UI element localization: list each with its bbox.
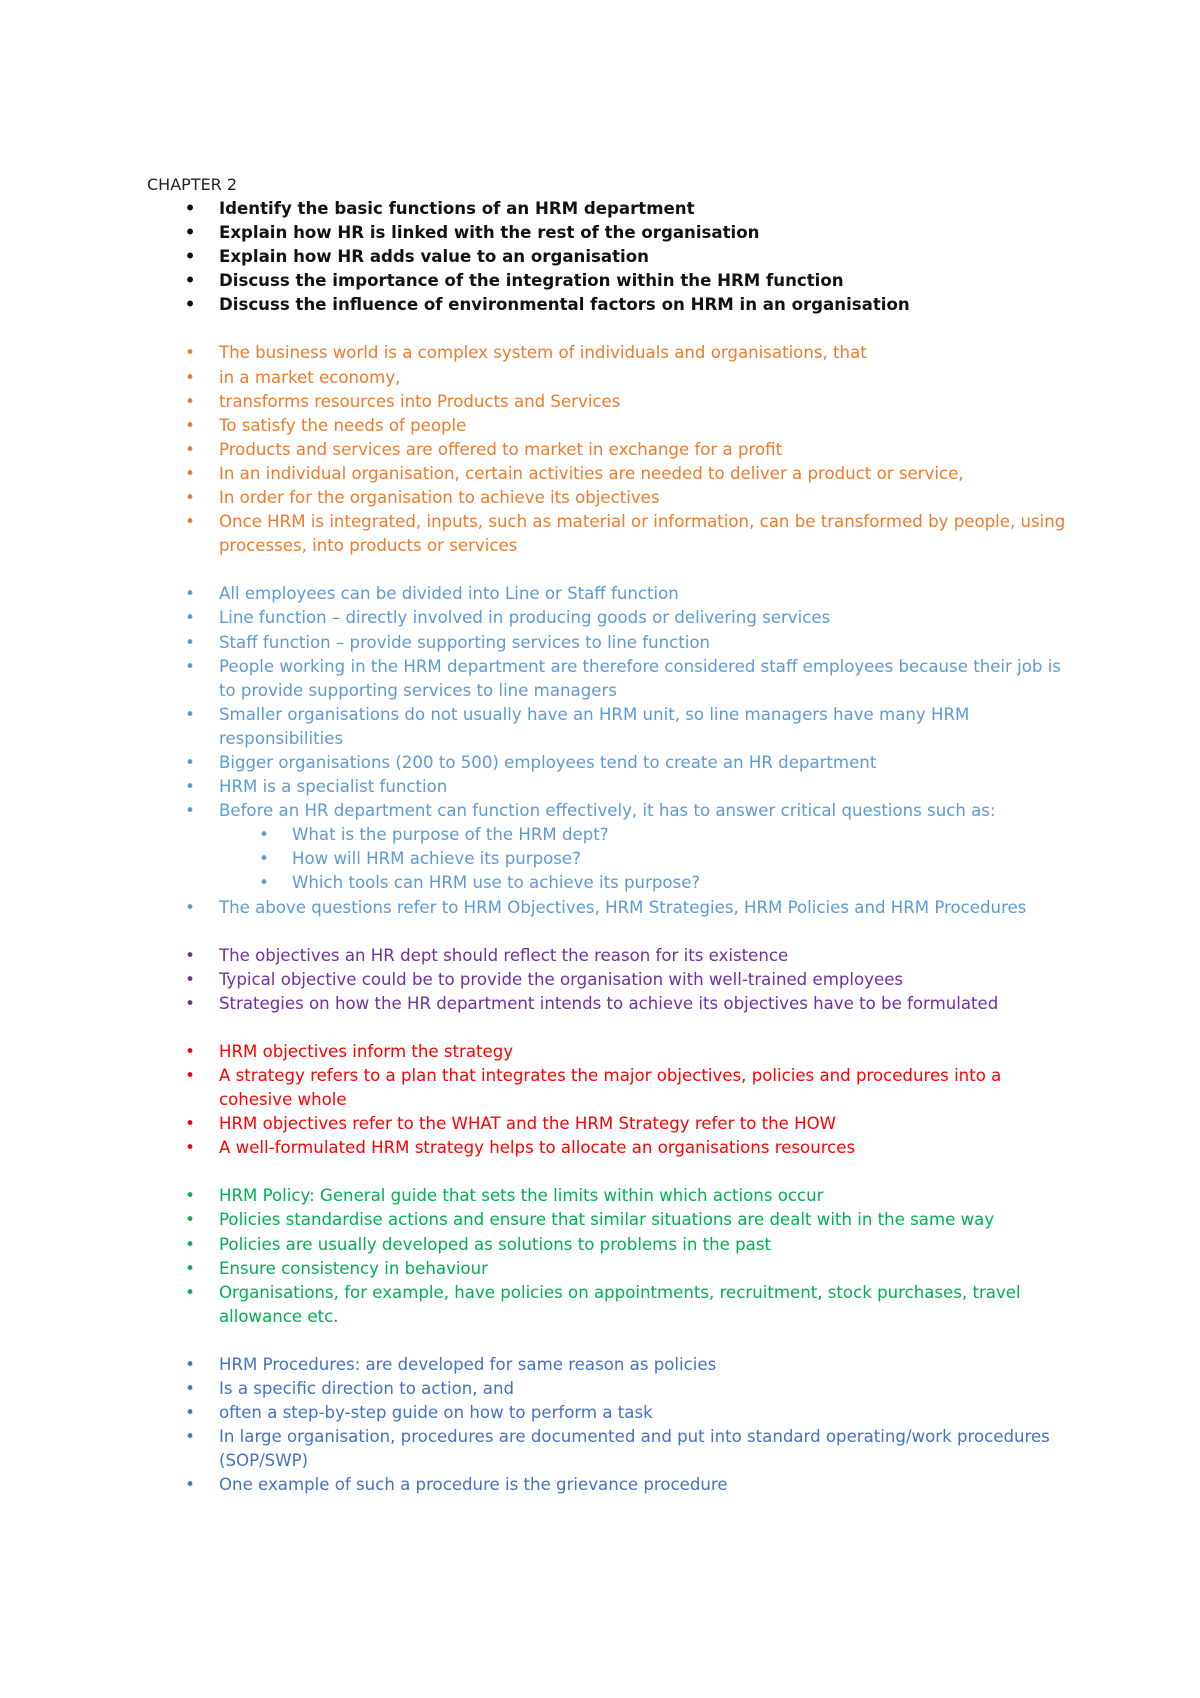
list-item: • Staff function – provide supporting services to line function [147,631,1067,655]
list-item: • HRM is a specialist function [147,775,1067,799]
bullet-icon: • [185,656,195,676]
bullet-icon: • [185,512,195,532]
bullet-icon: • [185,752,195,772]
bullet-icon: • [185,584,195,604]
bullet-icon: • [185,1138,195,1158]
list-item: • Ensure consistency in behaviour [147,1257,1067,1281]
list-item: • Discuss the importance of the integration within the HRM function [147,269,1067,293]
list-item: • In an individual organisation, certain activities are needed to deliver a product or service, [147,462,1067,486]
list-item: • Organisations, for example, have policies on appointments, recruitment, stock purchases, travel allowance etc. [147,1281,1067,1329]
bullet-icon: • [185,1258,195,1278]
bullet-icon: • [185,777,195,797]
bullet-icon: • [185,1403,195,1423]
list-item: • The business world is a complex system of individuals and organisations, that [147,341,1067,365]
bullet-icon: • [184,199,196,218]
business-world-list [147,341,1067,558]
bullet-icon: • [259,825,269,845]
list-item: • often a step-by-step guide on how to perform a task [147,1401,1067,1425]
bullet-icon: • [185,897,195,917]
sub-list-item: • How will HRM achieve its purpose? [147,847,1067,871]
bullet-icon: • [185,1041,195,1061]
list-item: • One example of such a procedure is the grievance procedure [147,1473,1067,1497]
bullet-icon: • [185,945,195,965]
bullet-icon: • [184,223,196,243]
list-item: • Once HRM is integrated, inputs, such as material or information, can be transformed by people, using processes, into products or services [147,510,1067,558]
bullet-icon: • [185,1234,195,1254]
list-item: • The above questions refer to HRM Objectives, HRM Strategies, HRM Policies and HRM Procedures [147,896,1067,920]
bullet-icon: • [185,488,195,508]
bullet-icon: • [185,1475,195,1495]
bullet-icon: • [185,463,195,483]
hr-objectives-list [147,944,1067,1016]
list-item: • Before an HR department can function effectively, it has to answer critical questions such as: [147,799,1067,823]
list-item: • HRM objectives inform the strategy [147,1040,1067,1064]
hr-strategy-list [147,1040,1067,1160]
bullet-icon: • [184,295,196,315]
list-item: • The objectives an HR dept should reflect the reason for its existence [147,944,1067,968]
bullet-icon: • [185,801,195,821]
list-item: • Identify the basic functions of an HRM department [147,197,1067,221]
bullet-icon: • [185,1427,195,1447]
bullet-icon: • [185,1354,195,1374]
bullet-icon: • [185,391,195,411]
bullet-icon: • [184,271,196,291]
list-item: • Bigger organisations (200 to 500) employees tend to create an HR department [147,751,1067,775]
list-item: • HRM objectives refer to the WHAT and the HRM Strategy refer to the HOW [147,1112,1067,1136]
list-item: • People working in the HRM department are therefore considered staff employees because their job is to provide supporting services to line managers [147,655,1067,703]
bullet-icon: • [185,969,195,989]
list-item: • Discuss the influence of environmental factors on HRM in an organisation [147,293,1067,317]
list-item: • A strategy refers to a plan that integrates the major objectives, policies and procedures into a cohesive whole [147,1064,1067,1112]
list-item: • HRM Procedures: are developed for same reason as policies [147,1353,1067,1377]
list-item: • In order for the organisation to achieve its objectives [147,486,1067,510]
bullet-icon: • [259,849,269,869]
line-staff-list [147,582,1067,919]
list-item: • A well-formulated HRM strategy helps to allocate an organisations resources [147,1136,1067,1160]
sub-list-item: • What is the purpose of the HRM dept? [147,823,1067,847]
bullet-icon: • [259,873,269,893]
bullet-icon: • [185,1186,195,1206]
list-item: • HRM Policy: General guide that sets the limits within which actions occur [147,1184,1067,1208]
list-item: • Strategies on how the HR department intends to achieve its objectives have to be formulated [147,992,1067,1016]
sub-list-item: • Which tools can HRM use to achieve its purpose? [147,871,1067,895]
bullet-icon: • [185,1210,195,1230]
list-item: • transforms resources into Products and Services [147,390,1067,414]
list-item: • Policies are usually developed as solutions to problems in the past [147,1233,1067,1257]
bullet-icon: • [184,247,196,267]
list-item: • Policies standardise actions and ensure that similar situations are dealt with in the same way [147,1208,1067,1232]
bullet-icon: • [185,1066,195,1085]
list-item: • in a market economy, [147,366,1067,390]
list-item: • Line function – directly involved in producing goods or delivering services [147,606,1067,630]
list-item: • To satisfy the needs of people [147,414,1067,438]
list-item: • Explain how HR adds value to an organisation [147,245,1067,269]
chapter-heading: CHAPTER 2 [147,175,238,194]
list-item: • All employees can be divided into Line or Staff function [147,582,1067,606]
bullet-icon: • [185,1114,195,1134]
bullet-icon: • [185,993,195,1013]
bullet-icon: • [185,1282,195,1302]
bullet-icon: • [185,439,195,459]
learning-objectives-list [147,197,1067,317]
hr-procedure-list [147,1353,1067,1498]
bullet-icon: • [185,367,195,387]
bullet-icon: • [185,1379,195,1399]
document-body [147,173,1067,1498]
hr-policy-list [147,1184,1067,1329]
bullet-icon: • [185,415,195,435]
bullet-icon: • [185,704,195,724]
bullet-icon: • [185,632,195,652]
list-item: • Products and services are offered to market in exchange for a profit [147,438,1067,462]
list-item: • In large organisation, procedures are documented and put into standard operating/work procedures (SOP/SWP) [147,1425,1067,1473]
list-item: • Smaller organisations do not usually have an HRM unit, so line managers have many HRM responsibilities [147,703,1067,751]
list-item: • Is a specific direction to action, and [147,1377,1067,1401]
list-item: • Explain how HR is linked with the rest of the organisation [147,221,1067,245]
bullet-icon: • [185,608,195,628]
bullet-icon: • [185,343,195,363]
list-item: • Typical objective could be to provide the organisation with well-trained employees [147,968,1067,992]
